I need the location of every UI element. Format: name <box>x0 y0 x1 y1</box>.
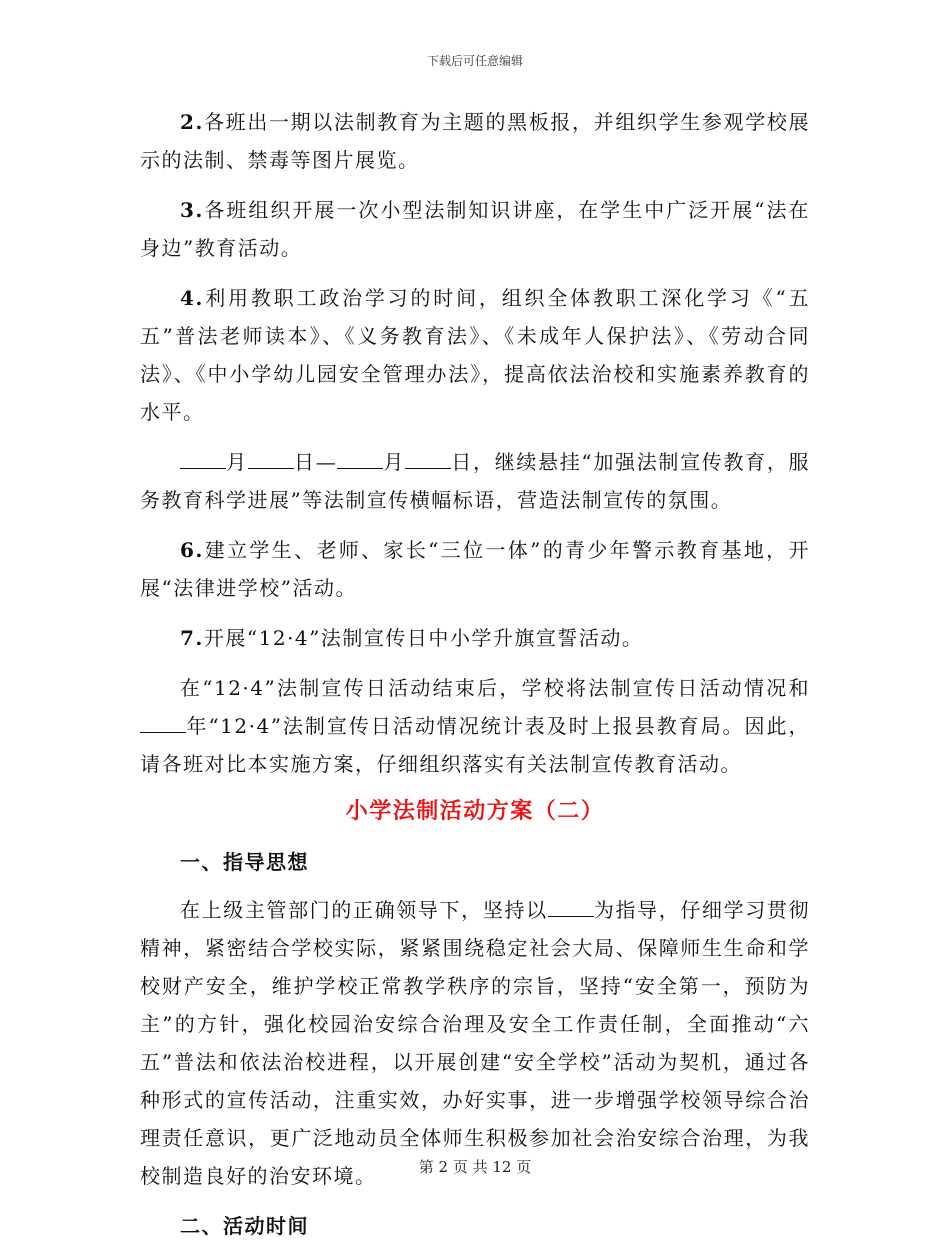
blank-line <box>548 900 594 917</box>
item-text: 开展“12·4”法制宣传日中小学升旗宣誓活动。 <box>203 626 644 650</box>
list-item <box>140 103 810 179</box>
blank-line <box>140 716 186 733</box>
page-header: 下载后可任意编辑 <box>426 54 523 68</box>
blank-line <box>248 452 294 469</box>
section-title: 小学法制活动方案（二） <box>345 798 605 824</box>
list-item <box>140 279 810 431</box>
list-item <box>140 191 810 267</box>
section-heading: 二、活动时间 <box>180 1214 309 1238</box>
item-text: 各班出一期以法制教育为主题的黑板报，并组织学生参观学校展示的法制、禁毒等图片展览。 <box>140 110 810 172</box>
date-paragraph: 月 日— 月 日，继续悬挂“加强法制宣传教育，服务教育科学进展”等法制宣传横幅标语，营造法制宣传的氛围。 <box>140 450 811 512</box>
item-number: 3. <box>180 198 204 222</box>
item-number: 4. <box>180 286 204 310</box>
blank-line <box>180 452 226 469</box>
item-number: 7. <box>180 626 204 650</box>
item-text: 利用教职工政治学习的时间，组织全体教职工深化学习《“五五”普法老师读本》、《义务教育法》、《未成年人保护法》、《劳动合同法》、《中小学幼儿园安全管理办法》，提高依法治校和实施素养教育的水平。 <box>140 286 810 424</box>
blank-line <box>337 452 383 469</box>
blank-line <box>405 452 451 469</box>
closing-paragraph: 在“12·4”法制宣传日活动结束后，学校将法制宣传日活动情况和年“12·4”法制宣传日活动情况统计表及时上报县教育局。因此，请各班对比本实施方案，仔细组织落实有关法制宣传教育活动。 <box>140 676 810 776</box>
page-footer: 第 2 页 共 12 页 <box>418 1158 532 1176</box>
item-text: 建立学生、老师、家长“三位一体”的青少年警示教育基地，开展“法律进学校”活动。 <box>140 538 810 600</box>
item-number: 2. <box>180 110 204 134</box>
list-item <box>140 619 810 657</box>
list-item <box>140 531 810 607</box>
document-body <box>140 103 810 1255</box>
item-number: 6. <box>180 538 204 562</box>
item-text: 各班组织开展一次小型法制知识讲座，在学生中广泛开展“法在身边”教育活动。 <box>140 198 810 260</box>
section-heading: 一、指导思想 <box>180 850 309 874</box>
guide-paragraph: 在上级主管部门的正确领导下，坚持以 为指导，仔细学习贯彻精神，紧密结合学校实际，紧紧围绕稳定社会大局、保障师生生命和学校财产安全，维护学校正常教学秩序的宗旨，坚持“安全第一，预防为主”的方针，强化校园治安综合治理及安全工作责任制，全面推动“六五”普法和依法治校进程，以开展创建“安全学校”活动为契机，通过各种形式的宣传活动，注重实效，办好实事，进一步增强学校领导综合治理责任意识，更广泛地动员全体师生积极参加社会治安综合治理，为我校制造良好的治安环境。 <box>140 898 811 1188</box>
